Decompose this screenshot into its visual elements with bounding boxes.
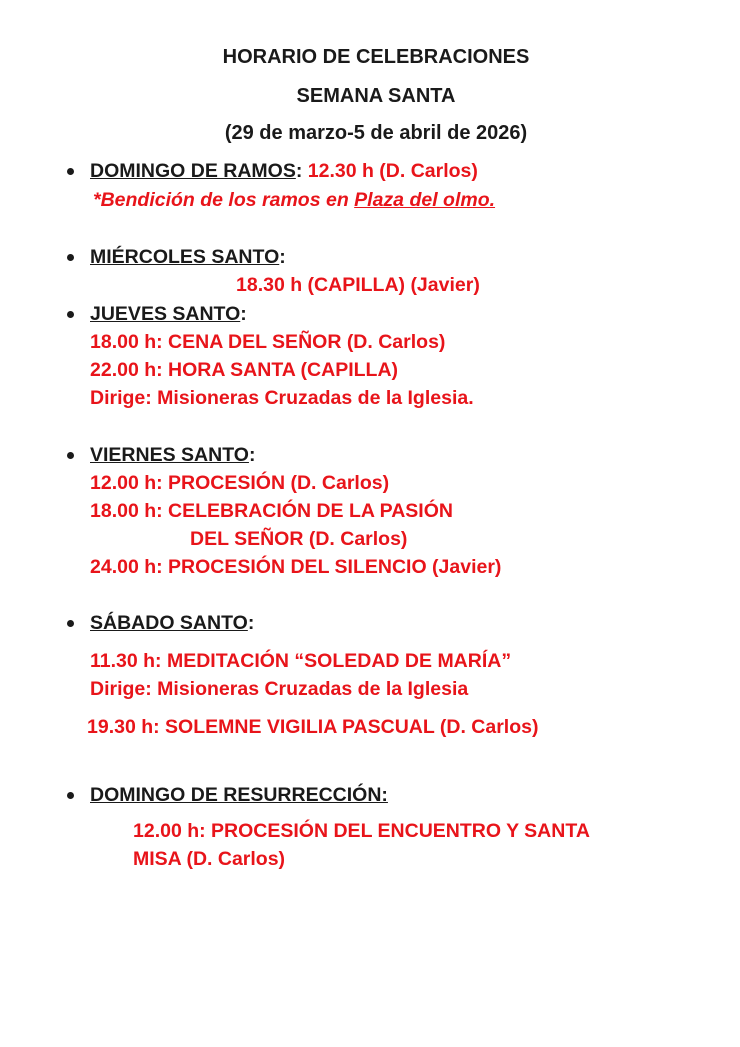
bullet-icon — [67, 792, 74, 799]
schedule-line: Dirige: Misioneras Cruzadas de la Iglesia. — [90, 387, 474, 409]
schedule-line: DEL SEÑOR (D. Carlos) — [190, 528, 408, 550]
section-viernes — [90, 444, 255, 467]
schedule-line: Dirige: Misioneras Cruzadas de la Iglesia — [90, 678, 469, 700]
blessing-note — [93, 189, 495, 212]
schedule-line: MISA (D. Carlos) — [133, 848, 286, 870]
note-text: *Bendición de los ramos en — [93, 189, 355, 211]
title-line-1: HORARIO DE CELEBRACIONES — [222, 46, 530, 68]
bullet-icon — [67, 452, 74, 459]
title-line-2: SEMANA SANTA — [296, 85, 456, 107]
section-heading: VIERNES SANTO — [90, 444, 249, 466]
section-heading: DOMINGO DE RAMOS — [90, 160, 296, 182]
section-miercoles — [90, 246, 286, 269]
schedule-line: 19.30 h: SOLEMNE VIGILIA PASCUAL (D. Carlos) — [87, 716, 539, 738]
bullet-icon — [67, 254, 74, 261]
section-heading: DOMINGO DE RESURRECCIÓN: — [90, 784, 388, 806]
section-heading: MIÉRCOLES SANTO — [90, 246, 280, 268]
heading-colon: : — [240, 303, 247, 325]
section-jueves — [90, 303, 247, 326]
section-heading: SÁBADO SANTO — [90, 612, 248, 634]
schedule-line: 24.00 h: PROCESIÓN DEL SILENCIO (Javier) — [90, 556, 502, 578]
title-line-3: (29 de marzo-5 de abril de 2026) — [224, 122, 528, 144]
note-place: Plaza del olmo. — [354, 189, 496, 211]
schedule-line: 18.30 h (CAPILLA) (Javier) — [236, 274, 480, 296]
schedule-line: 11.30 h: MEDITACIÓN “SOLEDAD DE MARÍA” — [90, 650, 512, 672]
bullet-icon — [67, 311, 74, 318]
heading-colon: : — [247, 612, 255, 634]
bullet-icon — [67, 168, 74, 175]
schedule-line: 22.00 h: HORA SANTA (CAPILLA) — [90, 359, 399, 381]
schedule-line: 12.00 h: PROCESIÓN DEL ENCUENTRO Y SANTA — [133, 820, 590, 842]
section-sabado — [90, 612, 254, 635]
heading-colon: : — [279, 246, 286, 268]
schedule-line: 12.00 h: PROCESIÓN (D. Carlos) — [90, 472, 390, 494]
schedule-time: 12.30 h (D. Carlos) — [302, 160, 478, 182]
section-domingo-resurreccion — [90, 784, 388, 807]
section-heading: JUEVES SANTO — [90, 303, 241, 325]
schedule-line: 18.00 h: CELEBRACIÓN DE LA PASIÓN — [90, 500, 453, 522]
schedule-line: 18.00 h: CENA DEL SEÑOR (D. Carlos) — [90, 331, 446, 353]
heading-colon: : — [248, 444, 256, 466]
heading-colon: : — [295, 160, 303, 182]
bullet-icon — [67, 620, 74, 627]
section-domingo-ramos — [90, 160, 478, 183]
